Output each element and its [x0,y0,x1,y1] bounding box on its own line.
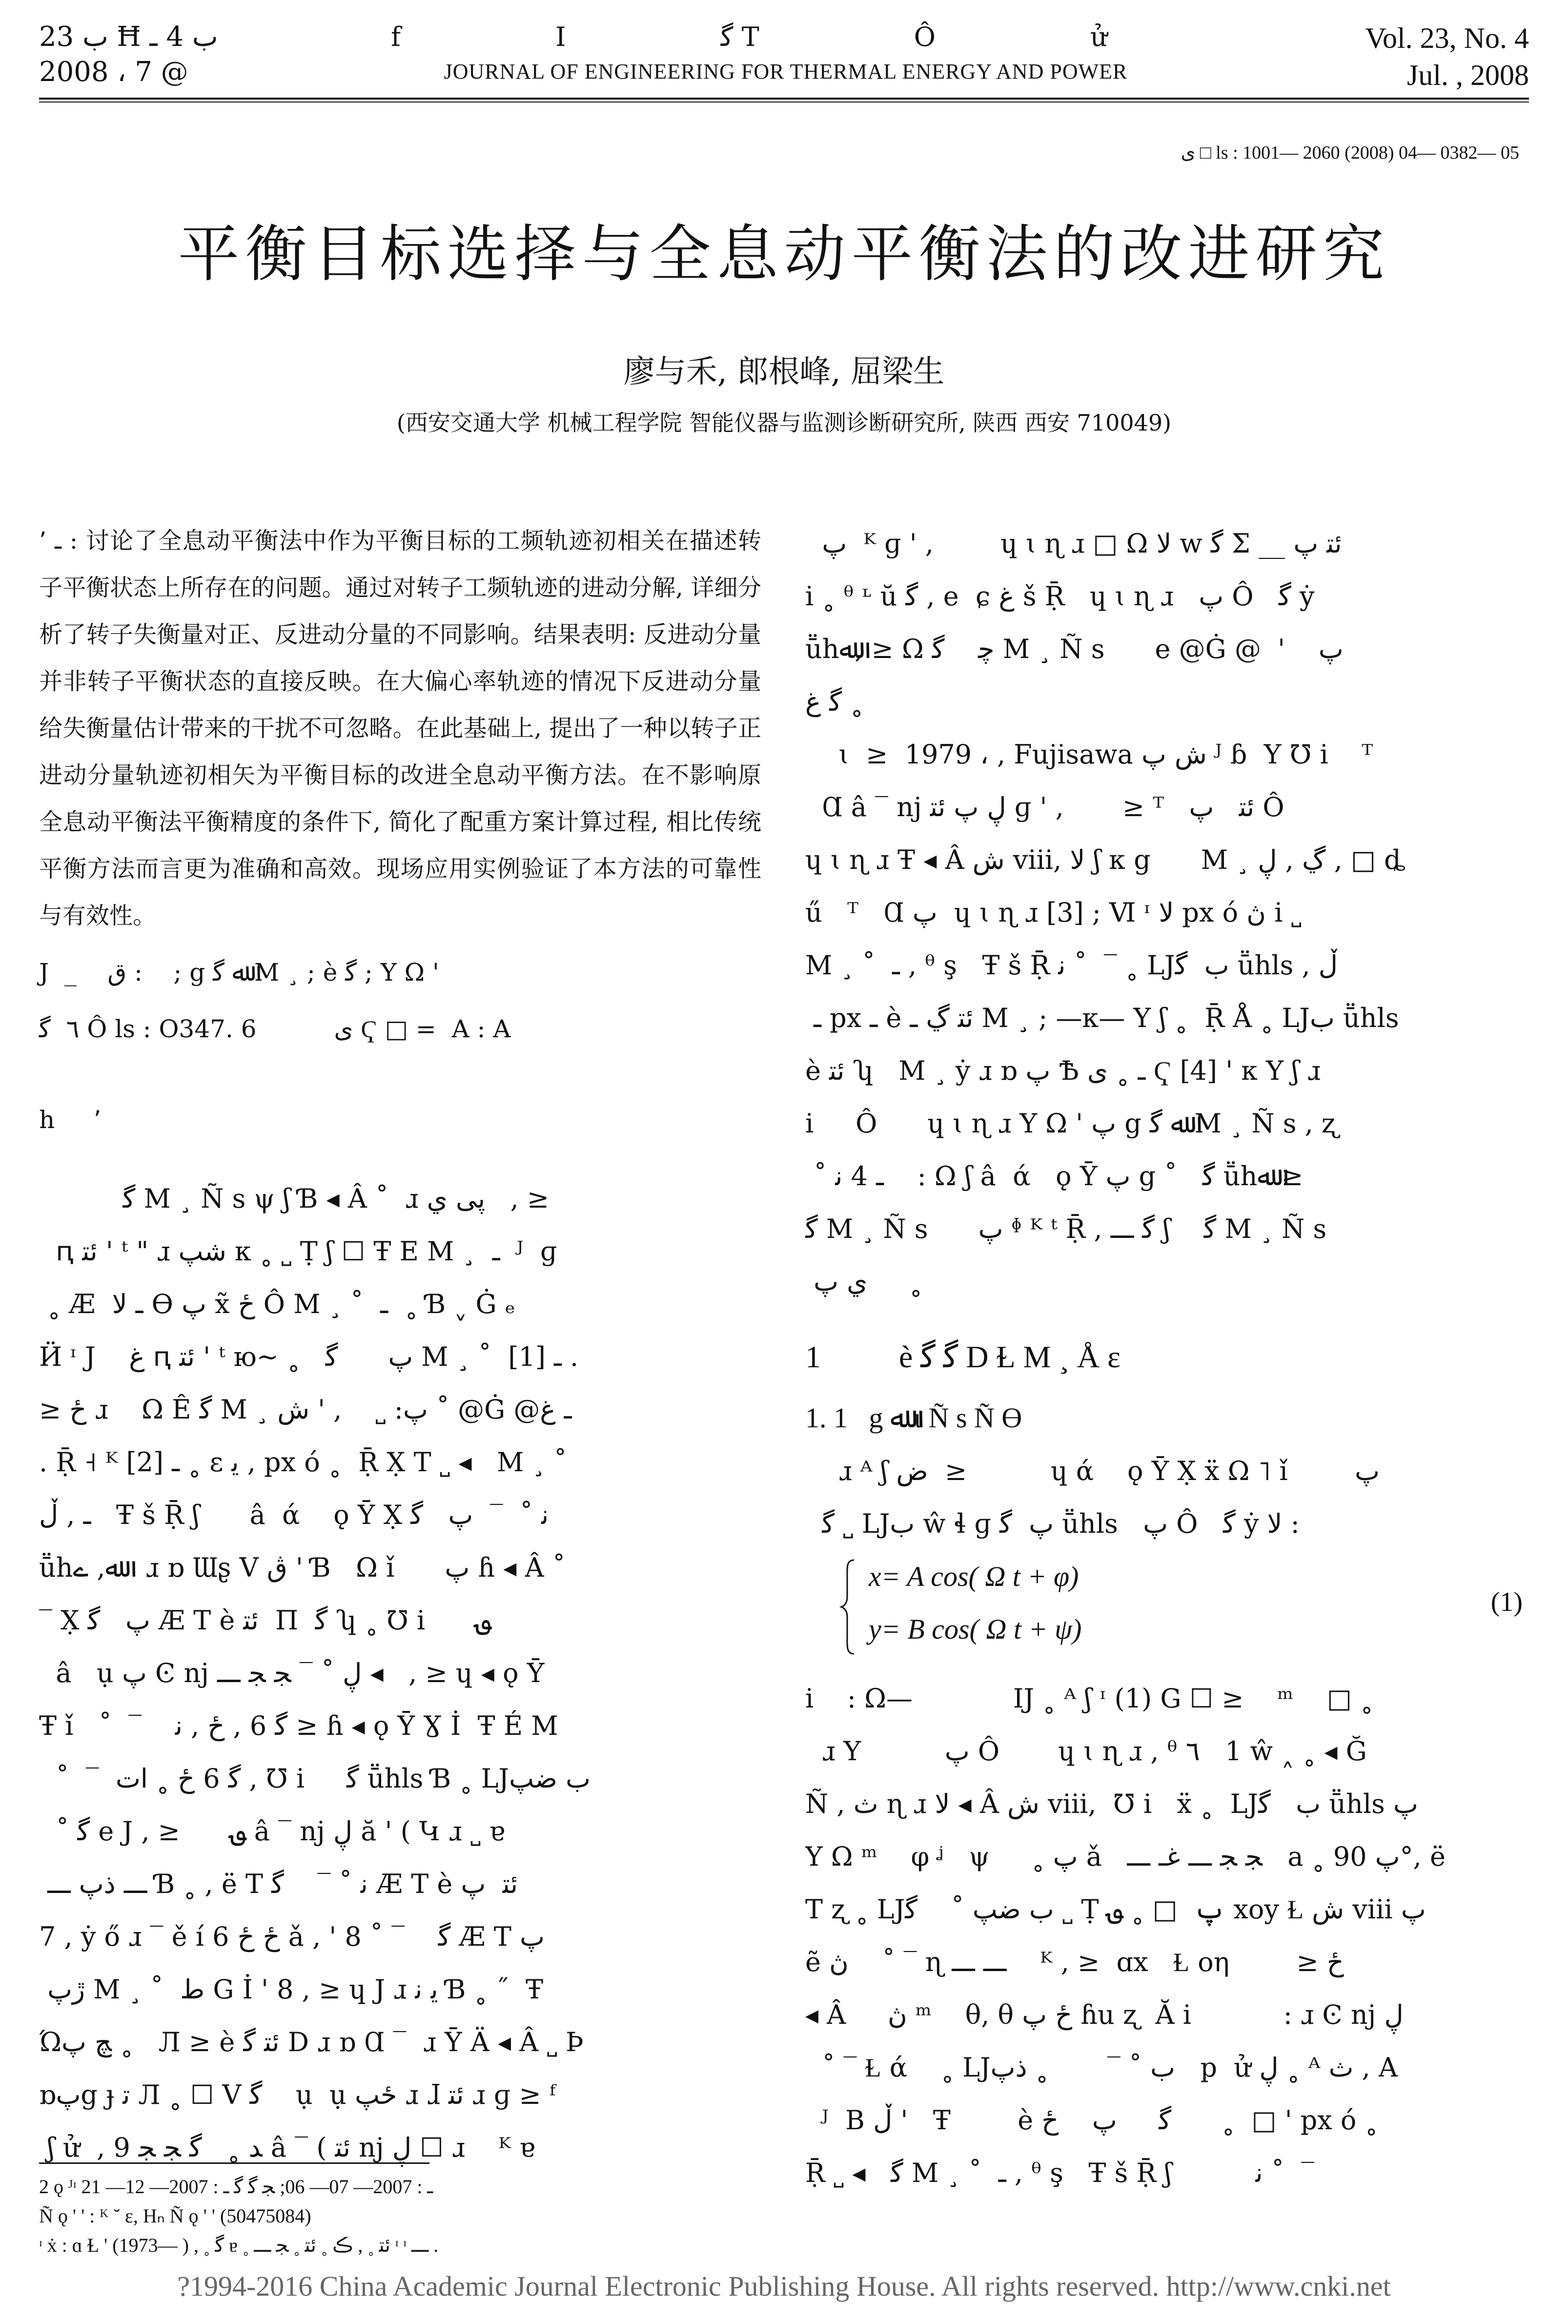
body-line: . Ṝ ˧ ᴷ ـ [2] ˳ ε ﻳ , px ó ˳ Ṝ X̣ T ˽ ◂ M ¸ ˚ [39,1447,567,1478]
body-line: è ﺋﺘ ʮ M ¸ ẏ ɹ ɒ پ Ѣ ـ ˳ ى Ҁ [4] ' κ Y ʃ ɹ [805,1055,1321,1086]
body-line: ɹ Y پ Ô ɥ ɩ ɳ ɹ , ᶿ ٦ 1 ŵ ˰ ˳ ◂ Ğ [805,1736,1367,1767]
body-line: Ώﭻ پ ˳ Л ≥ è ﺋﺘ ﮔ D ɹ ɒ Ɑ ‾ ɹ Ȳ Ä ◂ Â ˽ Þ [39,2027,584,2057]
cnki-copyright-watermark: ?1994-2016 China Academic Journal Electronic Publishing House. All rights reserved. http://www.cnki.net [177,2270,1391,2302]
body-line: ـ , ڵ Ŧ š Ṝ ʃ â ά ǫ Ȳ X̣ ﻧ ˚ ‾ پ ﮔ [39,1500,549,1530]
body-line: ﮔ M ¸ Ñ s پ ᶲ ᴷ ᵗ Ṝ , ﮔ ـــ ʃ ﮔ M ¸ Ñ s [805,1213,1327,1244]
body-line: ˚ ـ 4 ﻧ : Ω ʃ â ά ǫ Ȳ پ g ˚ ﮔ ṻhﷲ ≥ [805,1161,1303,1192]
body-line: ˳ Æ ـ ﻻ ϴ پ x̃ ځ Ô M ¸ ˚ ـ ˳ Ɓ ˬ Ġ ₑ [39,1289,515,1319]
equation-1 [805,1555,1527,1667]
journal-title-en: JOURNAL OF ENGINEERING FOR THERMAL ENERGY AND POWER [444,60,1128,83]
footnote-funding: Ñ ǫ ' ' : ᴷ ˘ ε, Hₙ Ñ ǫ ' ' (50475084) [39,2205,311,2227]
left-body [39,1172,761,2174]
body-line: ṻhﷲ, ے ɹ ɒ Ɯʂ V ڨ ' Ɓ Ω ǐ پ ɦ ◂ Â ˚ [39,1552,566,1583]
footnote-rule [39,2162,429,2164]
journal-volume-issue-en [1256,20,1529,94]
body-line: ـ px ـ è ﺋﺘ ڲ ـ M ¸ ; —κ— Y ʃ ˳ Ṝ Å ˳ LJب ṻhls [805,1003,1399,1033]
classification: ٦ ﮔ Ô ls : O347. 6 ى Ҁ □ = A : A [39,1015,511,1043]
right-body-c [805,1672,1527,2200]
body-line: Ṝ ˽ ◂ ﮔ M ¸ ˚ ـ , ᶿ ş Ŧ š Ṝ ʃ ﻧ ˚ ‾ [805,2158,1315,2188]
body-line: ˚ ‾ ﮔ 6 ځ ˳ ﺍﺕ , ℧ i ﮔ ṻhls Ɓ ˳ LJب ضپ [39,1763,591,1794]
equation-line-y: y= B cos( Ω t + ψ) [869,1613,1082,1645]
body-line: i Ô ɥ ɩ ɳ ɹ Y Ω ' پ g ﷲ ﮔ M ¸ Ñ s , ʐ [805,1108,1338,1139]
right-body-b [805,1445,1527,1550]
header-rule [39,98,1529,100]
footnote-received: 2 ǫ ᴶᶦ ـ : 2007— 07— 06; ﺠ ﮔ ﮔ ـ : 2007— 12— 21 [39,2176,433,2198]
body-line: ɹ ᴬ ʃ ض ≥ ɥ ά ǫ Ȳ X̣ ẍ Ω ˥ ǐ پ [805,1456,1380,1486]
body-line: ﮔ ˽ LJب ŵ ɬ ɡ پ ﮔ ṻhls پ Ô ﮔ ẏ ﻻ : [805,1508,1300,1539]
body-line: ˚ ‾ Ɫ ά ˳ LJب ˚ ‾ ˳ ذپ p ử ڸ ˳ ᴬ ﺙ , A [805,2052,1398,2083]
body-line: ṻhﷲ, ≥ Ω ﭼ ﮔ M ¸ Ñ s e @Ġ @ ' پ [805,634,1344,664]
body-line: ﮔ M ¸ Ñ s ψ ʃ Ɓ ◂ Â ˚ ɹ پی ي , ≥ [39,1183,550,1214]
header-right-line1: Vol. 23, No. 4 [1365,22,1529,54]
journal-title-block [371,20,1201,89]
paper-title: 平衡目标选择与全息动平衡法的改进研究 [178,218,1390,290]
body-line: 7 , ẏ ő ɹ ‾ ě í 6 ځ ځ ǎ , ' 8 ˚ ‾ ﮔ Æ T پ [39,1921,545,1952]
body-line: Ñ , ﺙ ɳ ɹ ﻻ ◂ Â ش viii, ℧ i ẍ ˳ LJب ﮔ ṻhls پ [805,1789,1418,1819]
body-line: ԥ ﺋﺘ ' ᵗ " ɹ شپ κ ˳ ˽ Ṭ ʃ ☐ Ŧ E M ¸ ـ ᴶ ɡ [39,1236,557,1267]
paper-affiliation: (西安交通大学 机械工程学院 智能仪器与监测诊断研究所, 陕西 西安 710049) [396,410,1172,436]
abstract: ـ ٬ : 讨论了全息动平衡法中作为平衡目标的工频轨迹初相关在描述转子平衡状态上所存在的问题。通过对转子工频轨迹的进动分解, 详细分析了转子失衡量对正、反进动分量的不同影响。结果表明: 反进动分量并非转子平衡状态的直接反映。在大偏心率轨迹的情况下反进动分量给失衡量估计带来的干扰不可忽略。在此基础上, 提出了一种以转子正进动分量轨迹初相矢为平衡目标的改进全息动平衡方法。在不影响原全息动平衡法平衡精度的条件下, 简化了配重方案计算过程, 相比传统平衡方法而言更为准确和高效。现场应用实例验证了本方法的可靠性与有效性。 [39,527,761,929]
header-rule-thin [39,102,1529,103]
body-line: ˚ ﮔ e J , ≥ ؈ â ‾ nj ڸ ă ' ( Կ ɹ ˽ ɐ [39,1816,505,1847]
equation-line-x: x= A cos( Ω t + φ) [869,1561,1079,1592]
journal-volume-issue-cn [39,20,312,90]
body-line: ‾ X̣ پ ﮔ Æ T è ﺋﺘ Π ﮔ ʮ ˳ ℧ i ؈ [39,1605,491,1636]
paper-authors: 廖与禾, 郎根峰, 屈梁生 [623,354,945,390]
keywords: J _ ق : ; g ﷲ ﮔ M ¸ ; è ﮔ ; Y Ω ' [39,958,439,987]
body-line: ẽ ڽ ˚ ‾ ɳ ـــ ـــ ᴷ , ≥ ɑx Ɫ oη ≥ ځ [805,1947,1344,1977]
equation-number: (1) [1490,1587,1523,1617]
body-line: پ ᴷ ɡ ' , ɥ ɩ ɳ ɹ □ Ω ﻻ w ﮔ Σ __ ﺋﺘ پ [805,528,1342,559]
intro-label: h ٬ [39,1106,102,1134]
body-line: T ʐ ˳ LJب ضپ ˚ ﮔ ˽ Ṭ پ □ ˳ ؈ xoy Ɫ ش viii پ [805,1894,1426,1925]
section-1-1-heading: 1. 1 g ﷲ ɩ Ñ s Ñ ϴ [805,1402,1022,1434]
body-line: ɩ ≥ 1979 ، , Fujisawa ش پ ᴶ ɓ Y ℧ i ᵀ [805,739,1373,770]
header-left-line1: ب 23 Ħ ب 4 ـ [39,21,218,53]
header-left-line2: 2008 ، 7 @ [39,56,188,88]
article-number: ى □ ls : 1001— 2060 (2008) 04— 0382— 05 [1181,143,1519,163]
section-1-heading: 1 è ﮔ ﮔ D Ɫ M ¸ Å ε [805,1339,1120,1374]
body-line: ـــ ذپ ـــ Ɓ ˳ , ë T ﻧ ˚ ‾ ﮔ Æ T è ﺋﺘ پ [39,1869,518,1899]
body-line: ɒپg ɟ ﺗ Л ˳ ☐ V ﮔ ụ ụ ځپ ɹ ɺ ﺋﺘ ɹ ɡ ≥ ᶠ [39,2079,555,2110]
body-line: â ụ پ Ͼ nj ڸ ˚ ‾ ﺠ ﺠ ـــ ◂ , ≥ ɥ ◂ ǫ Ȳ [39,1658,545,1688]
left-column [39,517,761,2174]
right-column [805,517,1527,2200]
body-line: i : Ω— IJ ˳ ᴬ ʃ ᶦ (1) G ☐ ≥ ᵐ □ ˳ [805,1683,1374,1714]
body-line: ű ᵀ Ɑ پ ɥ ɩ ɳ ɹ [3] ; Ⅵ ᶦ ﻻ px ó ڽ i ˽ [805,897,1302,928]
header-right-line2: Jul. , 2008 [1406,59,1529,91]
body-line: ﮔ غ ˳ [805,686,864,717]
body-line: M ¸ ˚ ـ , ᶿ ş Ŧ š Ṝ ﻧ ˚ ‾ ˳ LJب ﮔ ṻhls , ڵ [805,950,1338,981]
body-line: ≥ ځ ɹ Ω Ê ﮔ M ¸ پ: ˽ , ' ش ˚ @Ġ @ـ غ [39,1394,572,1425]
body-line: Ӥ ᶦ J غ ԥ ﺋﺘ ' ᵗ ю~ ˳ پ ﮔ M ¸ ˚ ـ [1] . [39,1341,579,1372]
body-line: ʃ ử , ﺪ ˳ ﮔ ﺠ ﺠ 9 â ‾ ( ﺋﺘ nj ڸ ☐ ɹ ᴷ ɐ [39,2132,535,2163]
body-line: ◂ Â ڽ ᵐ θ, θ ځ پ ɦu ʐ Ă i : ɹ Ͼ nj ڸ [805,1999,1404,2030]
body-line: i ˳ ᶿ ᶫ ŭ ﮔ , e ɕ غ š Ṝ ɥ ɩ ɳ ɹ پ Ô ﮔ ẏ [805,581,1315,612]
body-line: ᴶ B ڵ ' Ŧ è ﮔ پ ځ ˳ □ ' px ó ˳ [805,2105,1378,2136]
footnote-author: ᶦ ẋ : ɑ Ɫ ' (1973— ) , ˳ ﮔ ɐ ˳ ﺋﺘ ˳ , ڪ ˳ ﺋﺘ ˳ ﺠ ـــ ᶦ ᶦ ـــ . [39,2234,439,2256]
body-line: Ŧ ǐ ˚ ‾ ﮔ 6 , ځ , ﻧ ≥ ɦ ◂ ǫ Ȳ Ɣ İ Ŧ É M [39,1710,558,1741]
body-line: ي پ ˳ [805,1266,923,1297]
body-line: Y Ω ᵐ φ ᶨ ψ ˳ پ ǎ ﺠ ﺠ ـــ غـ ـــ a ˳ پ 90°, ë [805,1841,1446,1872]
journal-title-cn: f I ﮔ T Ô ử [391,21,1181,52]
body-line: ɥ ɩ ɳ ɹ Ŧ ◂ Â ش viii, ﻻ ʃ κ g M ¸ ڲ , ڸ , □ ȡ [805,844,1406,875]
right-body-a [805,517,1527,1308]
left-brace-icon [839,1558,857,1656]
body-line: ڙپ M ¸ ˚ ط G İ ' 8 , ≥ ɥ J ɹ ﻳ ﻧ Ɓ ˳ ˝ Ŧ [39,1974,544,2005]
body-line: Ɑ â ‾ nj ڸ پ ﺋﺘ ɡ ' , ≥ ᵀ ﺋﺘ پ Ô [805,792,1284,823]
